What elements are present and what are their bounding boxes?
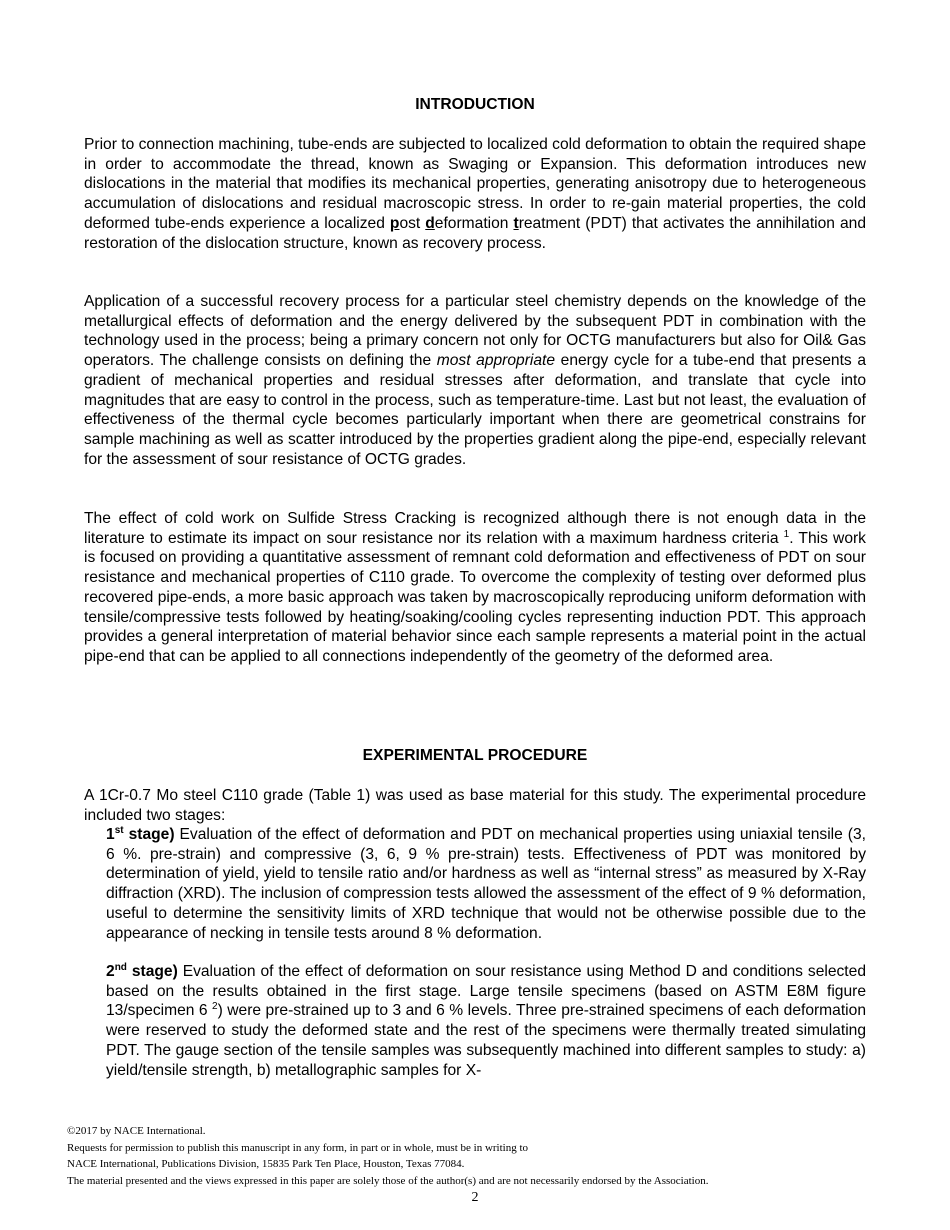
experimental-heading: EXPERIMENTAL PROCEDURE	[362, 747, 588, 764]
intro-p1-eformation: eformation	[434, 214, 514, 232]
intro-p2-text-a: Application of a successful recovery process for a particular steel chemistry depends on the knowledge of the metallurgical effects of deformation and the energy delivered by the subsequent PDT in combination with the technology used in the process; being a primary concern not only for OCTG manufacturers but also for Oil& Gas operators. The challenge consists on defining the	[84, 293, 866, 370]
intro-p2-text-b: energy cycle for a tube-end that presents a gradient of mechanical properties and residual stresses after deformation, and translate that cycle into magnitudes that are easy to control in the process, such as temperature-time. Last but not least, the evaluation of effectiveness of the thermal cycle becomes particularly important when there are geometrical constrains for sample machining as well as scatter introduced by the properties gradient along the pipe-end, especially relevant for the assessment of sour resistance of OCTG grades.	[84, 352, 866, 468]
introduction-paragraph-2	[84, 292, 866, 469]
stage-2-text-a: Evaluation of the effect of deformation on sour resistance using Method D and conditions selected based on the results obtained in the first stage. Large tensile specimens (based on ASTM E8M figure 13/specimen 6	[106, 963, 866, 1020]
intro-p2-italic: most appropriate	[436, 352, 556, 370]
stage-2-label-text: stage)	[126, 963, 178, 980]
reference-2: 2	[212, 1001, 218, 1013]
stage-1-label	[106, 826, 175, 843]
introduction-section	[84, 95, 866, 115]
reference-1: 1	[783, 528, 790, 540]
footer-line-2: Requests for permission to publish this manuscript in any form, in part or in whole, must be in writing to	[67, 1141, 529, 1154]
intro-p1-text-b: reatment (PDT) that activates the annihilation and restoration of the dislocation structure, known as recovery process.	[84, 214, 866, 252]
experimental-section	[84, 746, 866, 766]
intro-p3-text-a: The effect of cold work on Sulfide Stress Cracking is recognized although there is not enough data in the literature to estimate its impact on sour resistance nor its relation with a maximum hardness criteria	[84, 510, 866, 547]
intro-p1-t-letter: t	[513, 214, 519, 232]
introduction-heading: INTRODUCTION	[415, 96, 535, 113]
footer-line-3: NACE International, Publications Division, 15835 Park Ten Place, Houston, Texas 77084.	[67, 1158, 465, 1170]
stage-2-text-b: ) were pre-strained up to 3 and 6 % levels. Three pre-strained specimens of each deformation were reserved to study the deformed state and the rest of the specimens were thermally treated simulating PDT. The gauge section of the tensile samples was subsequently machined into different samples to study: a) yield/tensile strength, b) metallographic samples for X-	[106, 1002, 866, 1079]
intro-p1-text-a: Prior to connection machining, tube-ends are subjected to localized cold deformation to obtain the required shape in order to accommodate the thread, known as Swaging or Expansion. This deformation introduces new dislocations in the material that modifies its mechanical properties, generating anisotropy due to heterogeneous accumulation of dislocations and residual macroscopic stress. In order to re-gain material properties, the cold deformed tube-ends experience a localized	[84, 136, 866, 232]
introduction-paragraph-1	[84, 135, 866, 253]
stage-1-sup: st	[114, 824, 124, 836]
stage-1-text: Evaluation of the effect of deformation and PDT on mechanical properties using uniaxial tensile (3, 6 %. pre-strain) and compressive (3, 6, 9 % pre-strain) tests. Effectiveness of PDT was monitored by determination of yield, yield to tensile ratio and/or hardness as well as “internal stress” as measured by X-Ray diffraction (XRD). The inclusion of compression tests allowed the assessment of the effect of 9 % deformation, useful to determine the sensitivity limits of XRD technique that would not be otherwise possible due to the appearance of necking in tensile tests around 8 % deformation.	[106, 826, 866, 942]
stage-1-label-text: stage)	[123, 826, 175, 843]
stage-1-num: 1	[106, 826, 115, 843]
stage-2-paragraph	[106, 962, 866, 1080]
copyright-footer	[67, 1123, 897, 1189]
intro-p1-ost: ost	[399, 214, 426, 232]
introduction-paragraph-3	[84, 509, 866, 667]
experimental-paragraph-1: A 1Cr-0.7 Mo steel C110 grade (Table 1) was used as base material for this study. The experimental procedure included two stages:	[84, 787, 866, 824]
intro-p3-text-b: . This work is focused on providing a quantitative assessment of remnant cold deformation and effectiveness of PDT on sour resistance and mechanical properties of C110 grade. To overcome the complexity of testing over deformed plus recovered pipe-ends, a more basic approach was taken by macroscopically reproducing uniform deformation with tensile/compressive tests followed by heating/soaking/cooling cycles representing induction PDT. This approach provides a general interpretation of material behavior since each sample represents a material point in the actual pipe-end that can be applied to all connections independently of the geometry of the deformed area.	[84, 529, 866, 665]
stage-1-paragraph	[106, 825, 866, 943]
intro-p1-d-letter: d	[425, 214, 435, 232]
footer-line-4: The material presented and the views expressed in this paper are solely those of the author(s) and are not necessarily endorsed by the Association.	[67, 1174, 709, 1187]
intro-p1-p-letter: p	[389, 214, 400, 232]
stage-2-sup: nd	[114, 961, 127, 973]
stage-2-num: 2	[106, 963, 115, 980]
page-number: 2	[471, 1190, 479, 1205]
footer-line-1: ©2017 by NACE International.	[67, 1125, 206, 1137]
stage-2-label	[106, 963, 178, 980]
